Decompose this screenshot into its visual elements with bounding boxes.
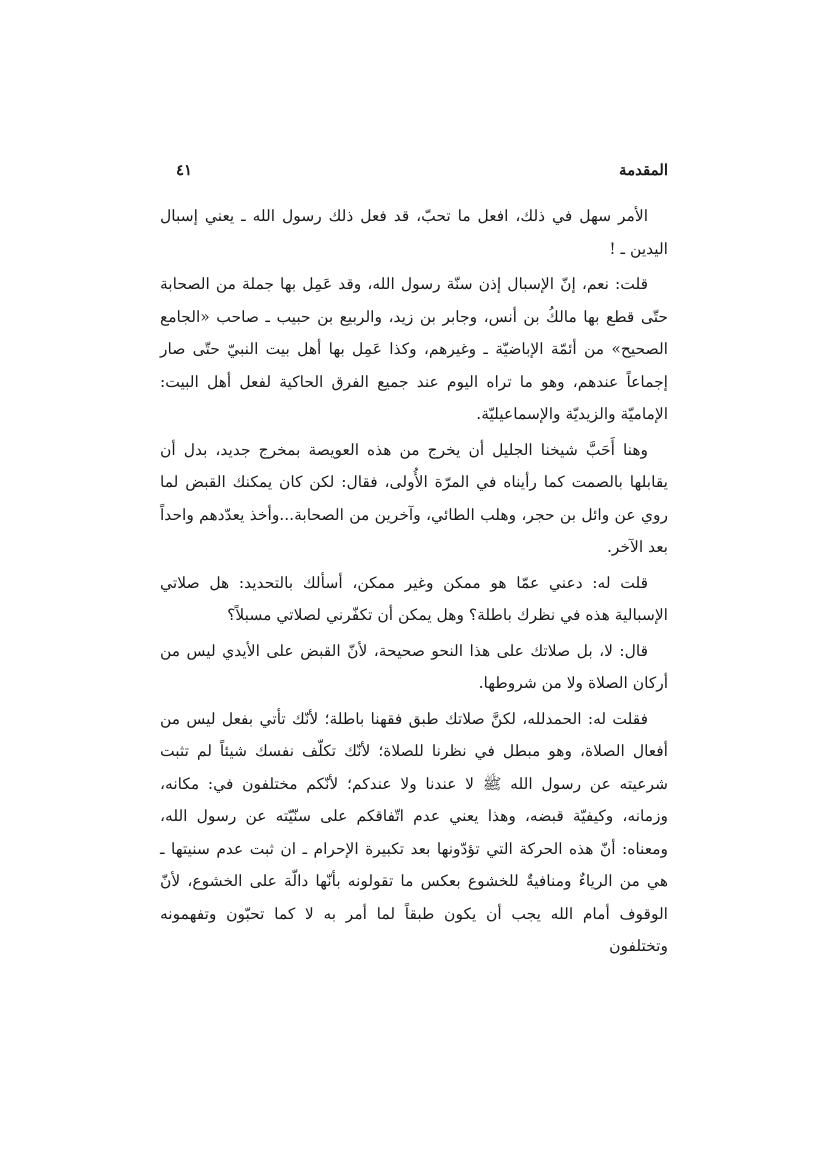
paragraph-5: قال: لا، بل صلاتك على هذا النحو صحيحة، لأنّ القبض على الأيدي ليس من أركان الصلاة ولا من شروطها. xyxy=(160,641,668,692)
paragraph-3: وهنا أَحَبَّ شيخنا الجليل أن يخرج من هذه العويصة بمخرج جديد، بدل أن يقابلها بالصمت كما رأيناه في المرّة الأُولى، فقال: لكن كان يمكنك القبض لما روي عن وائل بن حجر، وهلب الطائي، وآخرين من الصحابة...وأخذ يعدّدهم واحداً بعد الآخر. xyxy=(160,440,668,556)
paragraph-4: قلت له: دعني عمّا هو ممكن وغير ممكن، أسألك بالتحديد: هل صلاتي الإسبالية هذه في نظرك باطلة؟ وهل يمكن أن تكفّرني لصلاتي مسبلاً؟ xyxy=(160,573,668,624)
chapter-title: المقدمة xyxy=(619,161,668,179)
page-number: ٤١ xyxy=(176,161,193,179)
paragraph-2: قلت: نعم، إنّ الإسبال إذن سنّة رسول الله، وقد عَمِل بها جملة من الصحابة حتّى قطع بها مالكُ بن أنس، وجابر بن زيد، والربيع بن حبيب ـ صاحب «الجامع الصحيح» من أئمّة الإباضيّة ـ وغيرهم، وكذا عَمِل بها أهل بيت النبيّ حتّى صار إجماعاً عندهم، وهو ما تراه اليوم عند جميع الفرق الحاكية لفعل أهل البيت: الإماميّة والزيديّة والإسماعيليّة. xyxy=(160,275,668,423)
paragraph-1: الأمر سهل في ذلك، افعل ما تحبّ، قد فعل ذلك رسول الله ـ يعني إسبال اليدين ـ ! xyxy=(160,207,668,258)
body-text xyxy=(160,200,668,966)
running-header xyxy=(160,155,668,185)
paragraph-6: فقلت له: الحمدلله، لكنَّ صلاتك طبق فقهنا باطلة؛ لأنّك تأتي بفعل ليس من أفعال الصلاة، وهو مبطل في نظرنا للصلاة؛ لأنّك تكلّف نفسك شيئاً لم تثبت شرعيته عن رسول الله ﷺ لا عندنا ولا عندكم؛ لأنّكم مختلفون في: مكانه، وزمانه، وكيفيّة قبضه، وهذا يعني عدم اتّفاقكم على سنّيّته عن رسول الله، ومعناه: أنّ هذه الحركة التي تؤدّونها بعد تكبيرة الإحرام ـ ان ثبت عدم سنيتها ـ هي من الرياءٌ ومنافيةٌ للخشوع بعكس ما تقولونه بأنّها دالّة على الخشوع، لأنّ الوقوف أمام الله يجب أن يكون طبقاً لما أمر به لا كما تحبّون وتفهمونه وتختلفون xyxy=(160,709,668,955)
